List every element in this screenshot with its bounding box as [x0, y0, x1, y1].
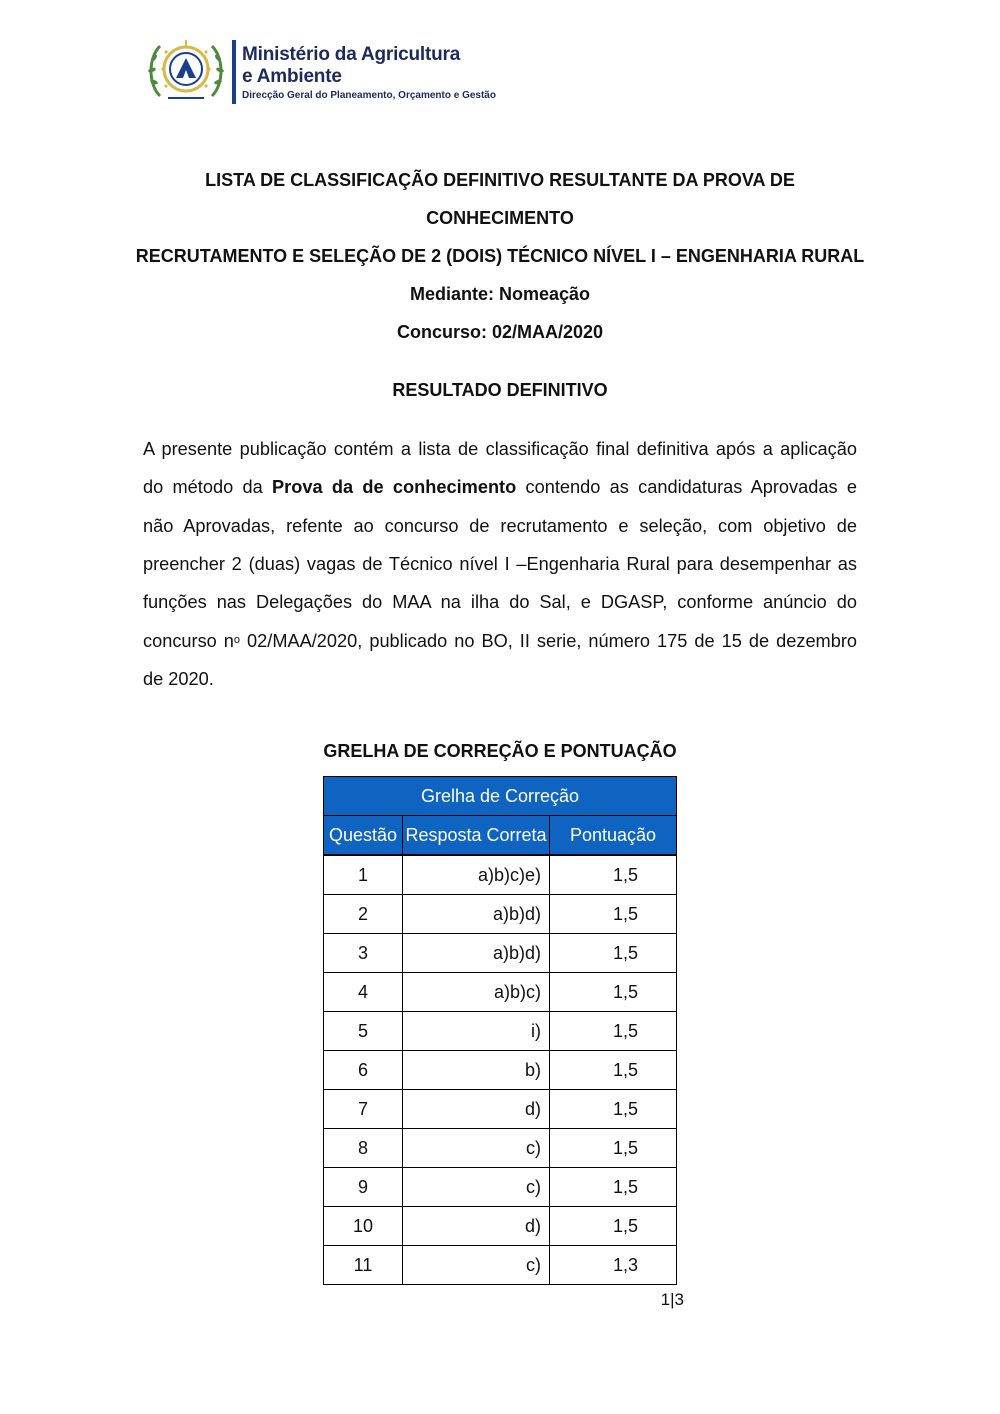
score-cell: 1,5: [549, 1168, 676, 1207]
score-cell: 1,5: [549, 1051, 676, 1090]
ordinal-superscript: o: [233, 634, 241, 647]
grid-heading: GRELHA DE CORREÇÃO E PONTUAÇÃO: [323, 741, 677, 761]
correction-grid-table: [323, 776, 677, 1285]
question-cell: 11: [324, 1246, 403, 1285]
body-line: não Aprovadas, refente ao concurso de recrutamento e seleção, com objetivo de: [143, 515, 857, 536]
body-paragraph: [143, 430, 857, 698]
score-cell: 1,5: [549, 1129, 676, 1168]
table-row: [324, 1129, 677, 1168]
question-cell: 5: [324, 1012, 403, 1051]
body-bold-segment: Prova da de conhecimento: [272, 477, 517, 498]
table-header-row: [324, 816, 677, 856]
question-cell: 10: [324, 1207, 403, 1246]
body-line: funções nas Delegações do MAA na ilha do Sal, e DGASP, conforme anúncio do: [143, 592, 857, 613]
score-cell: 1,5: [549, 1090, 676, 1129]
table-row: [324, 1168, 677, 1207]
question-cell: 3: [324, 934, 403, 973]
score-cell: 1,5: [549, 855, 676, 895]
question-cell: 8: [324, 1129, 403, 1168]
column-header-question: Questão: [324, 816, 403, 856]
answer-cell: a)b)d): [403, 895, 550, 934]
answer-cell: a)b)c)e): [403, 855, 550, 895]
table-row: [324, 934, 677, 973]
national-emblem-icon: [146, 36, 226, 106]
question-cell: 6: [324, 1051, 403, 1090]
ministry-name-line1: Ministério da Agricultura: [242, 44, 461, 65]
ministry-name-line2: e Ambiente: [242, 66, 342, 87]
question-cell: 7: [324, 1090, 403, 1129]
recruitment-title: RECRUTAMENTO E SELEÇÃO DE 2 (DOIS) TÉCNICO NÍVEL I – ENGENHARIA RURAL: [135, 246, 865, 266]
answer-cell: d): [403, 1207, 550, 1246]
table-row: [324, 1012, 677, 1051]
question-cell: 1: [324, 855, 403, 895]
appointment-mode: Mediante: Nomeação: [409, 284, 591, 304]
ministry-logo: [146, 36, 496, 108]
body-text-segment: do método da: [143, 477, 273, 498]
question-cell: 9: [324, 1168, 403, 1207]
body-line: preencher 2 (duas) vagas de Técnico nível I –Engenharia Rural para desempenhar as: [143, 553, 857, 574]
answer-cell: d): [403, 1090, 550, 1129]
table-caption: Grelha de Correção: [324, 777, 677, 816]
logo-divider: [232, 40, 236, 104]
body-text-segment: contendo as candidaturas Aprovadas e: [516, 477, 857, 498]
table-row: [324, 973, 677, 1012]
body-line: [143, 621, 857, 659]
document-title-line1: LISTA DE CLASSIFICAÇÃO DEFINITIVO RESULTANTE DA PROVA DE: [205, 170, 795, 190]
result-heading: RESULTADO DEFINITIVO: [392, 380, 608, 400]
answer-cell: i): [403, 1012, 550, 1051]
table-caption-row: [324, 777, 677, 816]
column-header-score: Pontuação: [549, 816, 676, 856]
answer-cell: a)b)d): [403, 934, 550, 973]
answer-cell: a)b)c): [403, 973, 550, 1012]
body-text-segment: 02/MAA/2020, publicado no BO, II serie, número 175 de 15 de dezembro: [240, 631, 857, 652]
score-cell: 1,5: [549, 895, 676, 934]
answer-cell: b): [403, 1051, 550, 1090]
page-number: 1|3: [660, 1290, 684, 1309]
score-cell: 1,5: [549, 973, 676, 1012]
table-row: [324, 855, 677, 895]
answer-cell: c): [403, 1168, 550, 1207]
contest-number: Concurso: 02/MAA/2020: [396, 322, 604, 342]
table-row: [324, 1090, 677, 1129]
column-header-answer: Resposta Correta: [403, 816, 550, 856]
question-cell: 2: [324, 895, 403, 934]
score-cell: 1,5: [549, 934, 676, 973]
document-title-line2: CONHECIMENTO: [426, 208, 574, 228]
table-row: [324, 1207, 677, 1246]
body-line: de 2020.: [143, 668, 214, 689]
score-cell: 1,5: [549, 1012, 676, 1051]
score-cell: 1,5: [549, 1207, 676, 1246]
table-row: [324, 895, 677, 934]
body-line: [143, 468, 857, 506]
directorate-name: Direcção Geral do Planeamento, Orçamento e Gestão: [242, 90, 496, 101]
body-line: A presente publicação contém a lista de classificação final definitiva após a aplicação: [143, 439, 857, 459]
question-cell: 4: [324, 973, 403, 1012]
table-row: [324, 1051, 677, 1090]
answer-cell: c): [403, 1246, 550, 1285]
table-row: [324, 1246, 677, 1285]
body-text-segment: concurso n: [143, 631, 234, 652]
score-cell: 1,3: [549, 1246, 676, 1285]
answer-cell: c): [403, 1129, 550, 1168]
